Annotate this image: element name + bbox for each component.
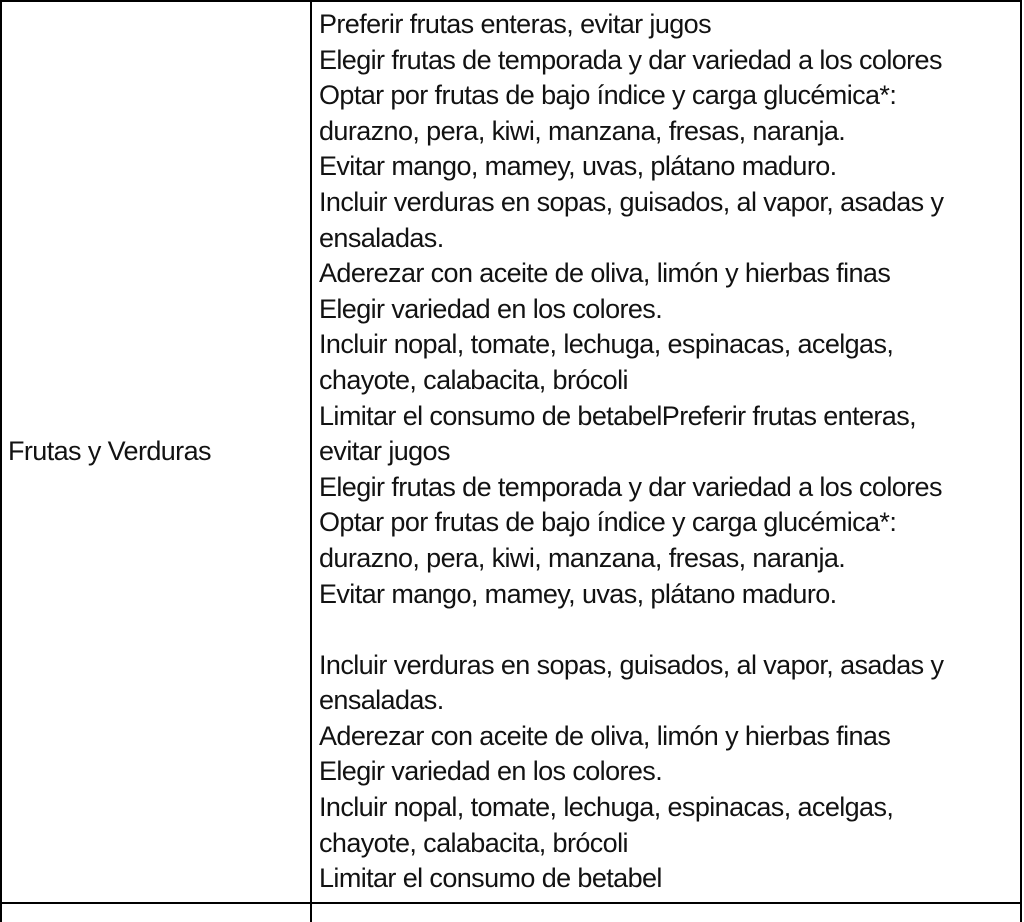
text-line: chayote, calabacita, brócoli	[319, 827, 628, 858]
text-line: Evitar mango, mamey, uvas, plátano maduro.	[319, 578, 837, 609]
text-line: durazno, pera, kiwi, manzana, fresas, naranja.	[319, 542, 846, 573]
text-line: Aderezar con aceite de oliva, limón y hierbas finas	[319, 720, 891, 751]
recommendations-cell	[311, 1, 1021, 903]
text-line: Incluir nopal, tomate, lechuga, espinacas, acelgas,	[319, 329, 894, 360]
category-cell-frutas-y-verduras: Frutas y Verduras	[1, 1, 311, 903]
text-line	[319, 612, 1016, 648]
text-line: durazno, pera, kiwi, manzana, fresas, naranja.	[319, 115, 846, 146]
text-line: Elegir frutas de temporada y dar variedad a los colores	[319, 471, 942, 502]
text-line: Evitar mango, mamey, uvas, plátano maduro.	[319, 151, 837, 182]
text-line: Incluir verduras en sopas, guisados, al vapor, asadas y	[319, 186, 944, 217]
text-line: chayote, calabacita, brócoli	[319, 364, 628, 395]
table-row	[1, 903, 1021, 922]
text-line: Optar por frutas de bajo índice y carga glucémica*:	[319, 507, 897, 538]
text-line: Limitar el consumo de betabelPreferir frutas enteras,	[319, 400, 917, 431]
text-line: Incluir verduras en sopas, guisados, al vapor, asadas y	[319, 649, 944, 680]
text-line: evitar jugos	[319, 436, 450, 467]
text-line: Elegir variedad en los colores.	[319, 756, 663, 787]
text-line: ensaladas.	[319, 685, 444, 716]
text-line: Incluir nopal, tomate, lechuga, espinacas, acelgas,	[319, 792, 894, 823]
text-line: Preferir frutas enteras, evitar jugos	[319, 9, 711, 39]
table-row	[1, 1, 1021, 903]
recommendations-cell-empty	[311, 903, 1021, 922]
category-cell-empty	[1, 903, 311, 922]
text-line: ensaladas.	[319, 222, 444, 253]
text-line: Limitar el consumo de betabel	[319, 863, 662, 894]
text-line: Elegir variedad en los colores.	[319, 293, 663, 324]
text-line: Optar por frutas de bajo índice y carga glucémica*:	[319, 80, 897, 111]
text-line: Aderezar con aceite de oliva, limón y hierbas finas	[319, 258, 891, 289]
text-line: Elegir frutas de temporada y dar variedad a los colores	[319, 44, 942, 75]
